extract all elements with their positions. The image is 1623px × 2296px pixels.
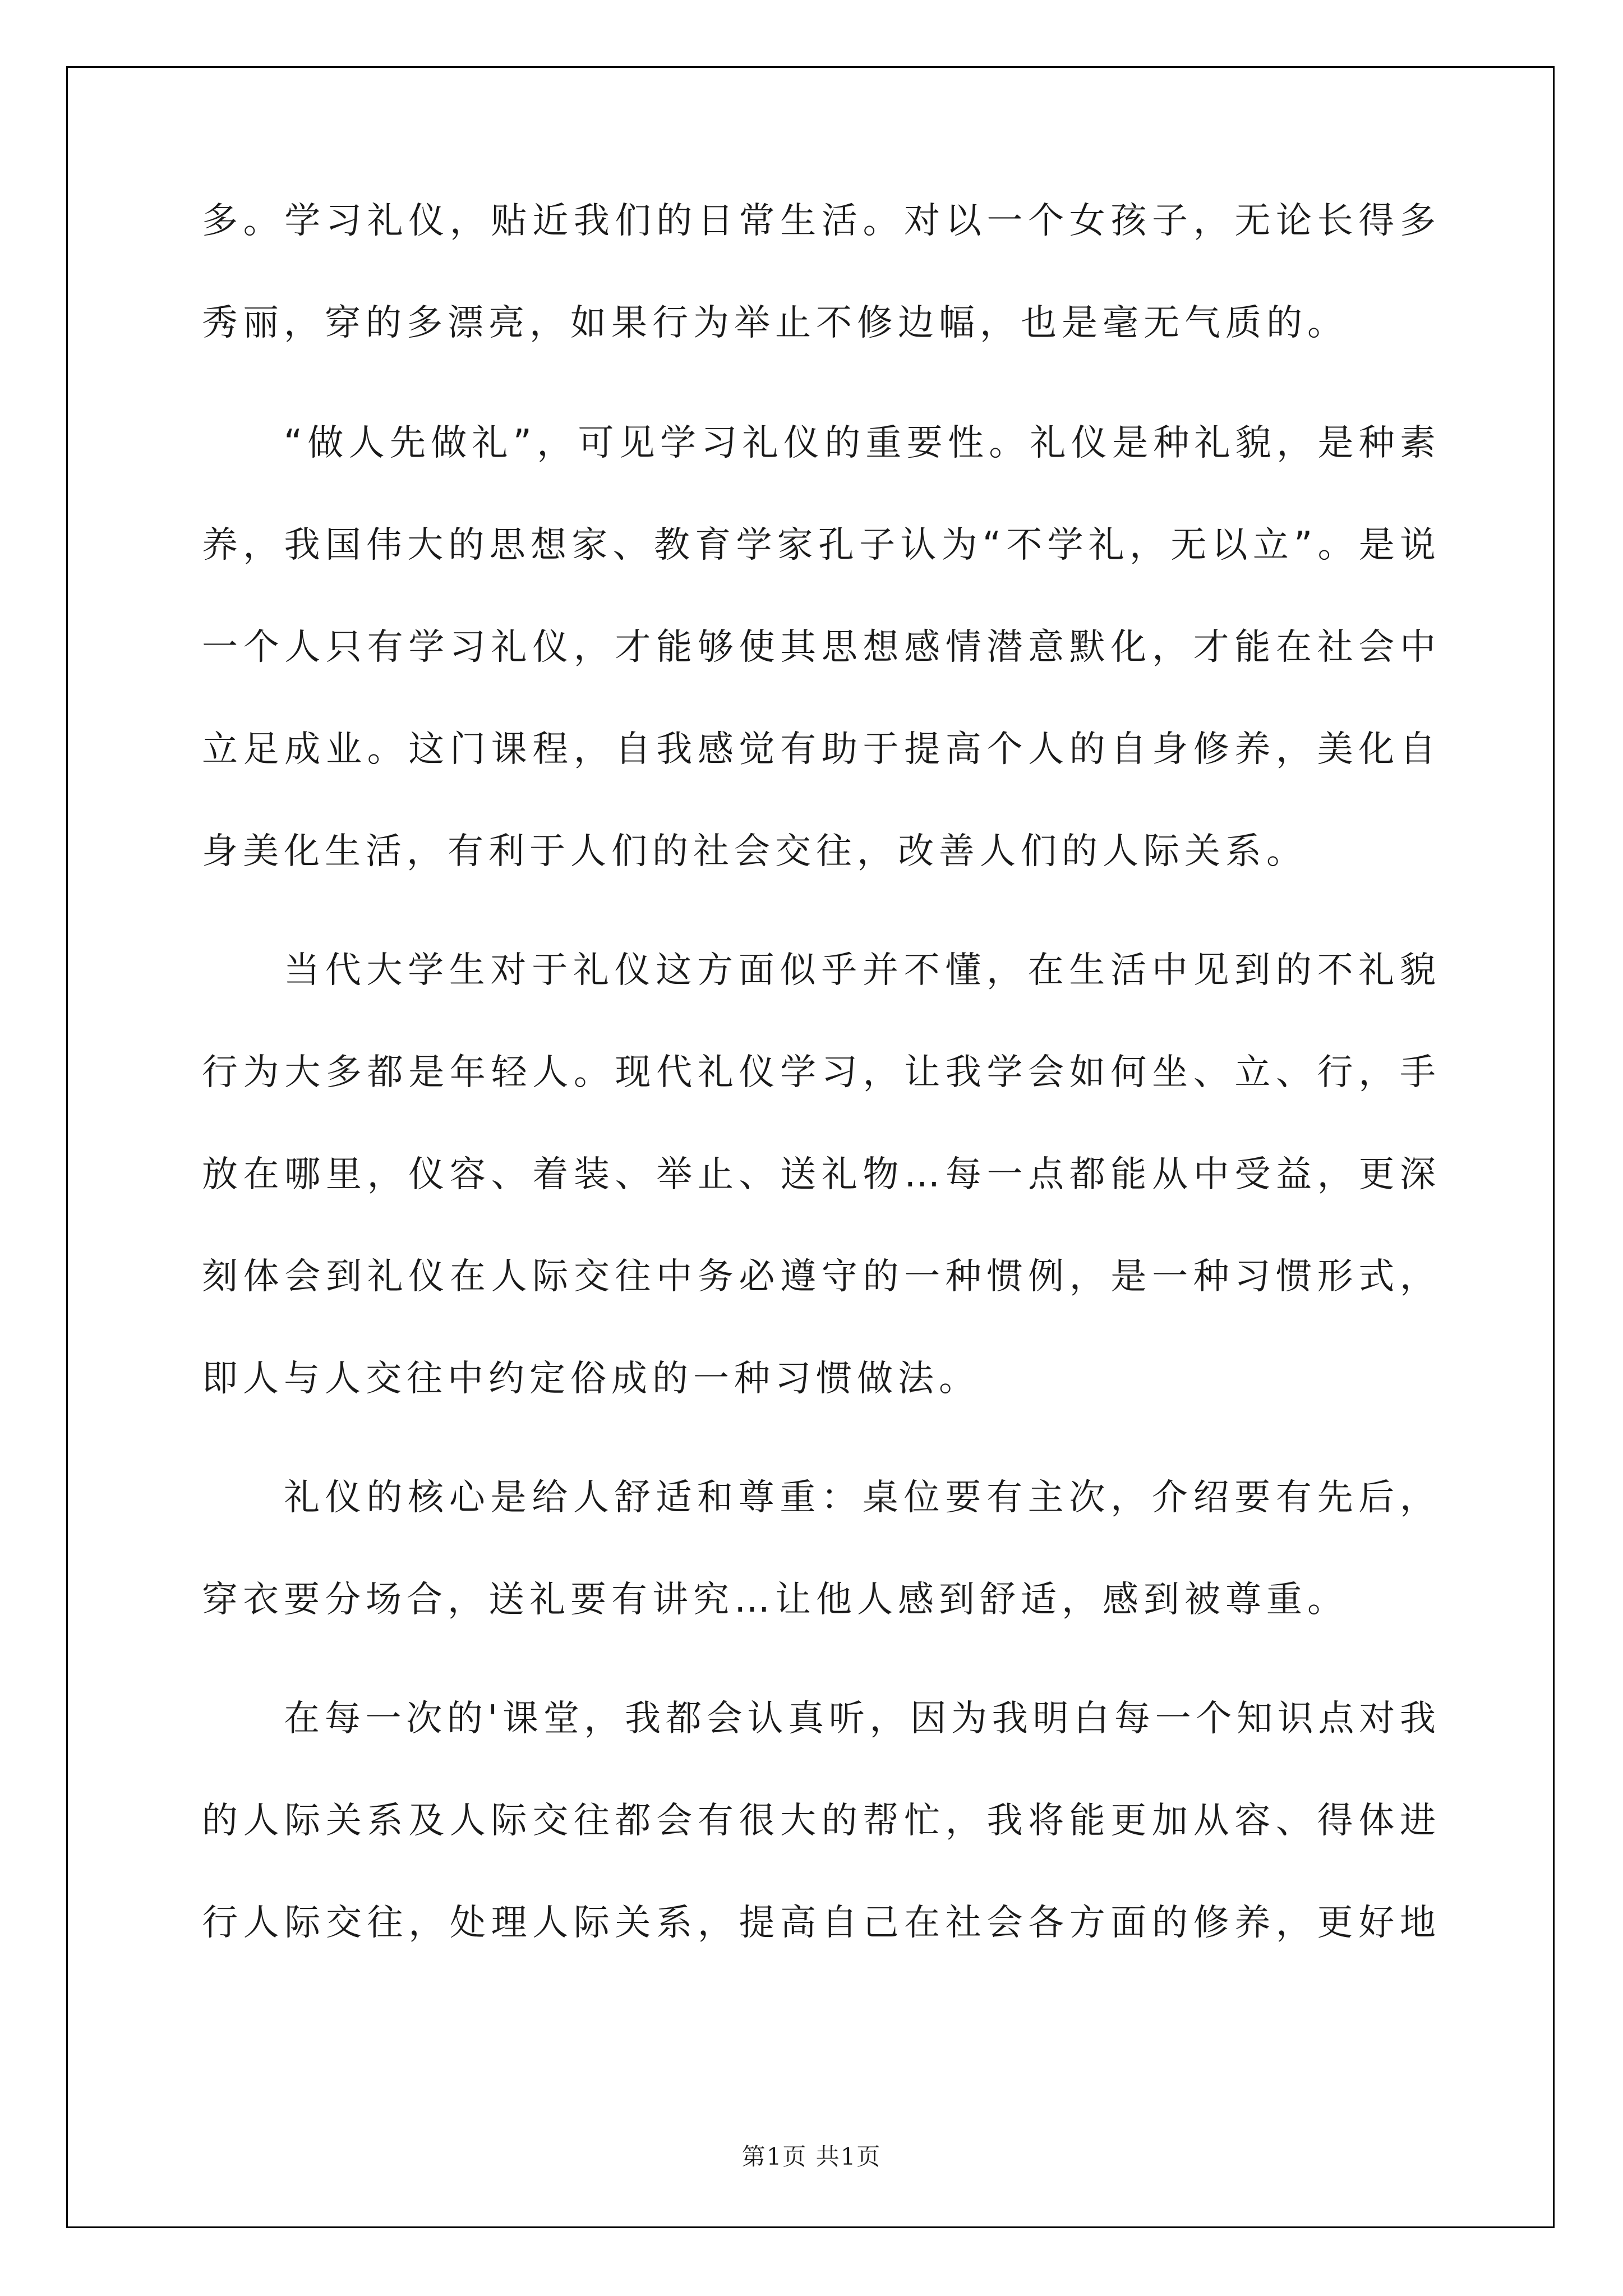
text-line: 养，我国伟大的思想家、教育学家孔子认为“不学礼，无以立”。是说 bbox=[202, 524, 1436, 566]
text-line: 穿衣要分场合，送礼要有讲究…让他人感到舒适，感到被尊重。 bbox=[202, 1579, 1348, 1621]
paragraph-first-line: 在每一次的'课堂，我都会认真听，因为我明白每一个知识点对我 bbox=[284, 1698, 1436, 1740]
text-line: 一个人只有学习礼仪，才能够使其思想感情潜意默化，才能在社会中 bbox=[202, 627, 1436, 668]
paragraph-first-line: 当代大学生对于礼仪这方面似乎并不懂，在生活中见到的不礼貌 bbox=[284, 950, 1436, 991]
page-number-footer: 第1页 共1页 bbox=[741, 2143, 882, 2170]
text-line: 即人与人交往中约定俗成的一种习惯做法。 bbox=[202, 1358, 980, 1400]
text-line: 立足成业。这门课程，自我感觉有助于提高个人的自身修养，美化自 bbox=[202, 729, 1436, 770]
text-line: 身美化生活，有利于人们的社会交往，改善人们的人际关系。 bbox=[202, 831, 1307, 872]
text-line: 刻体会到礼仪在人际交往中务必遵守的一种惯例，是一种习惯形式， bbox=[202, 1256, 1436, 1297]
text-line: 的人际关系及人际交往都会有很大的帮忙，我将能更加从容、得体进 bbox=[202, 1800, 1436, 1842]
text-line: 行为大多都是年轻人。现代礼仪学习，让我学会如何坐、立、行，手 bbox=[202, 1052, 1436, 1093]
text-line: 多。学习礼仪，贴近我们的日常生活。对以一个女孩子，无论长得多 bbox=[202, 200, 1436, 242]
text-line: 放在哪里，仪容、着装、举止、送礼物…每一点都能从中受益，更深 bbox=[202, 1154, 1436, 1195]
paragraph-first-line: 礼仪的核心是给人舒适和尊重：桌位要有主次，介绍要有先后， bbox=[284, 1477, 1436, 1519]
paragraph-first-line: “做人先做礼”，可见学习礼仪的重要性。礼仪是种礼貌，是种素 bbox=[284, 422, 1436, 464]
text-line: 秀丽，穿的多漂亮，如果行为举止不修边幅，也是毫无气质的。 bbox=[202, 302, 1348, 344]
text-line: 行人际交往，处理人际关系，提高自己在社会各方面的修养，更好地 bbox=[202, 1902, 1436, 1944]
